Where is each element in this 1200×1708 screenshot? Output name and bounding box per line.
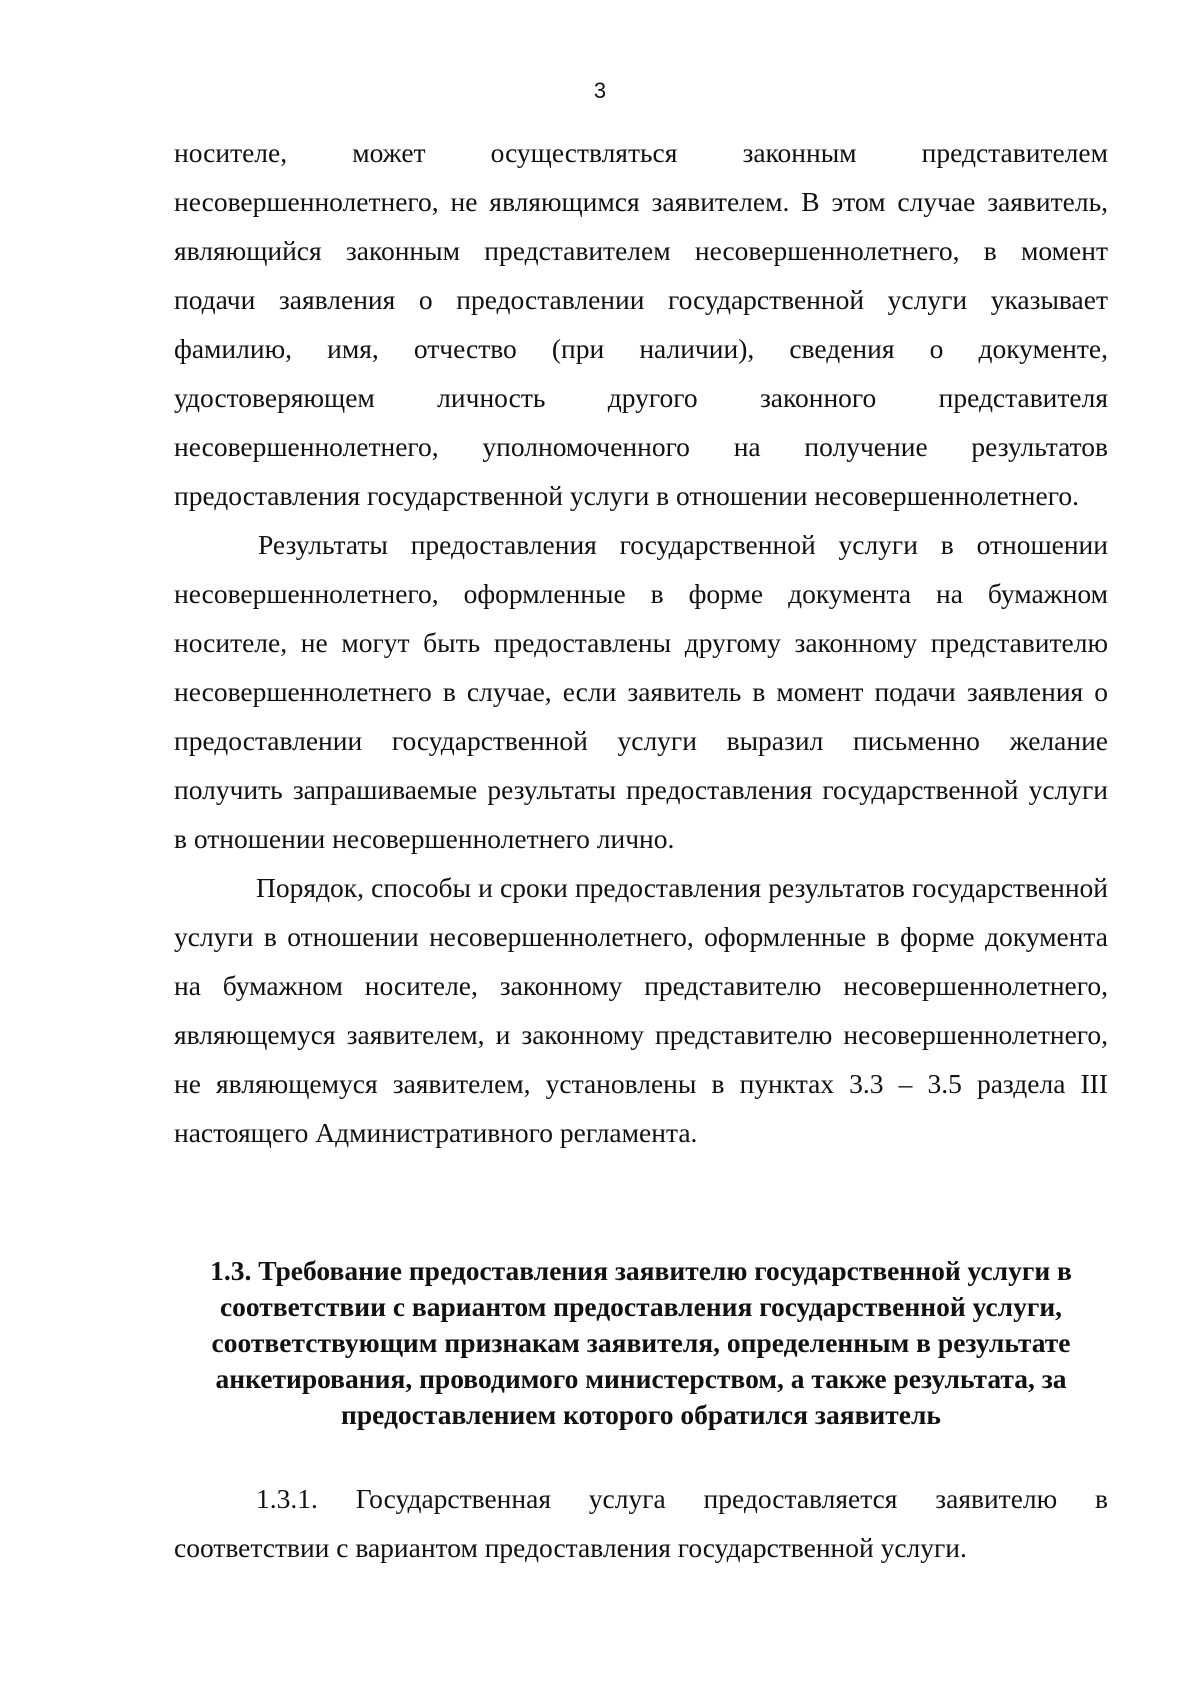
paragraph-continuation: носителе, может осуществляться законным представителем несовершеннолетнего, не являющимся заявителем. В этом случае заявитель, являющийся законным представителем несовершеннолетнего, в момент подачи заявления о предоставлении государственной услуги указывает фамилию, имя, отчество (при наличии), сведения о документе, удостоверяющем личность другого законного представителя несовершеннолетнего, уполномоченного на получение результатов предоставления государственной услуги в отношении несовершеннолетнего. <box>174 137 1108 511</box>
paragraph-procedure: Порядок, способы и сроки предоставления результатов государственной услуги в отношении несовершеннолетнего, оформленные в форме документа на бумажном носителе, законному представителю несовершеннолетнего, являющемуся заявителем, и законному представителю несовершеннолетнего, не являющемуся заявителем, установлены в пунктах 3.3 – 3.5 раздела III настоящего Административного регламента. <box>174 872 1108 1148</box>
paragraph-1-3-1: 1.3.1. Государственная услуга предоставляется заявителю в соответствии с вариантом предоставления государственной услуги. <box>174 1483 1108 1563</box>
page-number: 3 <box>593 78 607 103</box>
paragraph-results-paper: Результаты предоставления государственной услуги в отношении несовершеннолетнего, оформленные в форме документа на бумажном носителе, не могут быть предоставлены другому законному представителю несовершеннолетнего в случае, если заявитель в момент подачи заявления о предоставлении государственной услуги выразил письменно желание получить запрашиваемые результаты предоставления государственной услуги в отношении несовершеннолетнего лично. <box>174 529 1108 854</box>
section-body <box>174 1474 1108 1572</box>
body-text <box>174 128 1108 1157</box>
section-heading: 1.3. Требование предоставления заявителю государственной услуги в соответствии с вариантом предоставления государственной услуги, соответствующим признакам заявителя, определенным в результате анкетирования, проводимого министерством, а также результата, за предоставлением которого обратился заявитель <box>210 1255 1072 1430</box>
